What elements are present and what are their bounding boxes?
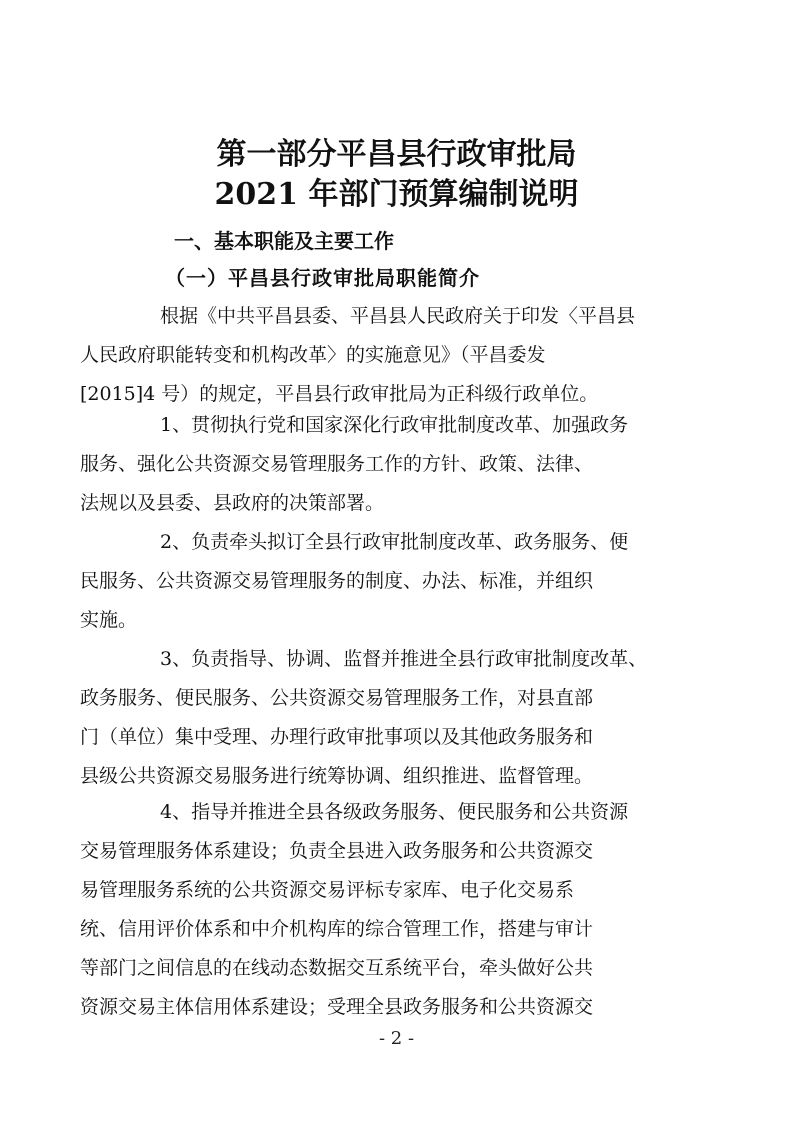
- paragraph-duty-4: [80, 793, 676, 1027]
- paragraph-intro: [80, 297, 676, 414]
- paragraph-line: 3、负责指导、协调、监督并推进全县行政审批制度改革、: [160, 648, 648, 670]
- document-title-line-1: 第一部分平昌县行政审批局: [216, 137, 577, 172]
- page-number: - 2 -: [378, 1028, 415, 1049]
- paragraph-line: 1、贯彻执行党和国家深化行政审批制度改革、加强政务: [160, 414, 629, 436]
- paragraph-line: 统、信用评价体系和中介机构库的综合管理工作，搭建与审计: [80, 918, 594, 940]
- paragraph-line: 交易管理服务体系建设；负责全县进入政务服务和公共资源交: [80, 840, 594, 862]
- paragraph-line: 门（单位）集中受理、办理行政审批事项以及其他政务服务和: [80, 726, 594, 748]
- paragraph-line: 资源交易主体信用体系建设；受理全县政务服务和公共资源交: [80, 996, 594, 1018]
- paragraph-line: 根据《中共平昌县委、平昌县人民政府关于印发〈平昌县: [160, 305, 636, 327]
- paragraph-line: 实施。: [80, 609, 138, 631]
- paragraph-line: 等部门之间信息的在线动态数据交互系统平台，牵头做好公共: [80, 957, 594, 979]
- paragraph-line: 县级公共资源交易服务进行统筹协调、组织推进、监督管理。: [80, 765, 594, 787]
- paragraph-line: [2015]4 号）的规定，平昌县行政审批局为正科级行政单位。: [80, 383, 599, 405]
- paragraph-duty-2: [80, 523, 676, 640]
- paragraph-duty-1: [80, 406, 676, 523]
- section-heading: 一、基本职能及主要工作: [174, 229, 394, 253]
- paragraph-line: 2、负责牵头拟订全县行政审批制度改革、政务服务、便: [160, 531, 629, 553]
- paragraph-line: 易管理服务系统的公共资源交易评标专家库、电子化交易系: [80, 879, 575, 901]
- paragraph-line: 4、指导并推进全县各级政务服务、便民服务和公共资源: [160, 801, 629, 823]
- paragraph-line: 服务、强化公共资源交易管理服务工作的方针、政策、法律、: [80, 453, 594, 475]
- paragraph-line: 法规以及县委、县政府的决策部署。: [80, 492, 385, 514]
- paragraph-line: 政务服务、便民服务、公共资源交易管理服务工作，对县直部: [80, 687, 594, 709]
- paragraph-line: 人民政府职能转变和机构改革〉的实施意见》（平昌委发: [80, 344, 546, 366]
- paragraph-duty-3: [80, 640, 676, 796]
- subsection-heading: （一）平昌县行政审批局职能简介: [165, 266, 480, 290]
- paragraph-line: 民服务、公共资源交易管理服务的制度、办法、标准，并组织: [80, 570, 594, 592]
- document-title-line-2: 2021 年部门预算编制说明: [214, 177, 579, 212]
